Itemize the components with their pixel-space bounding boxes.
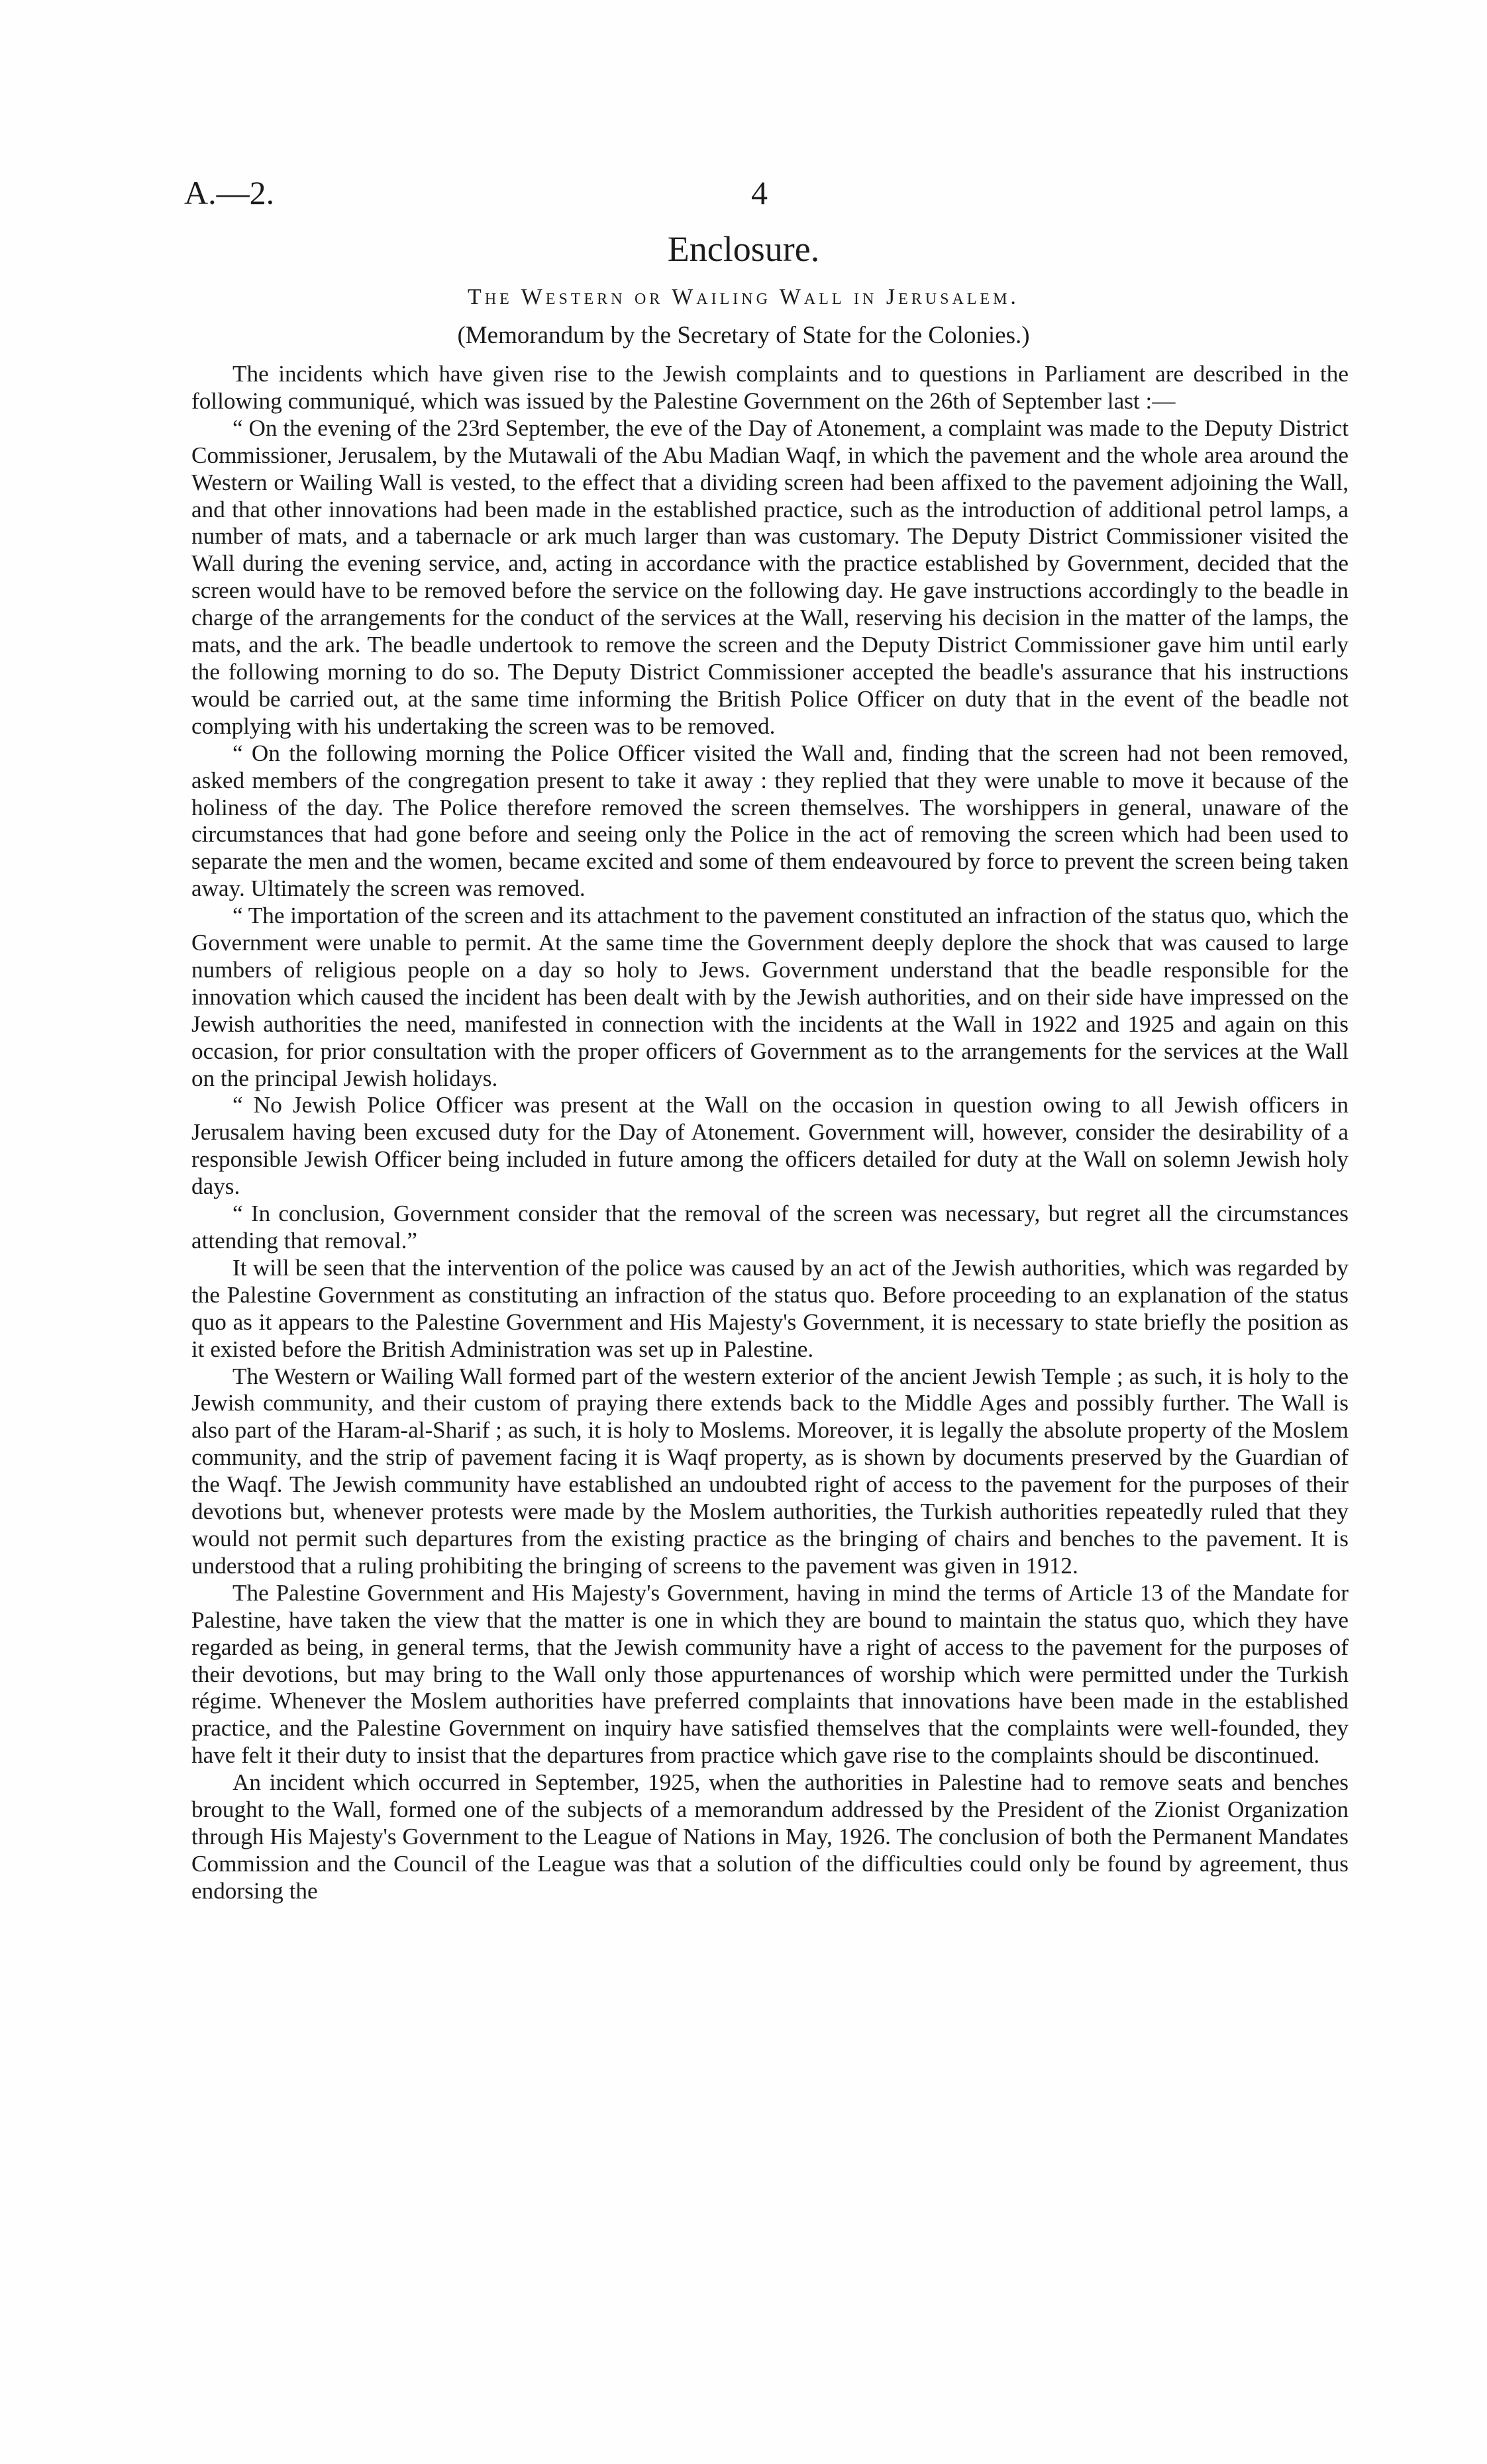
- document-body: [191, 361, 1349, 1905]
- paragraph: The Palestine Government and His Majesty's Government, having in mind the terms of Article 13 of the Mandate for Palestine, have taken the view that the matter is one in which they are bound to maintain the status quo, which they have regarded as being, in general terms, that the Jewish community have a right of access to the pavement for the purposes of their devotions, but may bring to the Wall only those appurtenances of worship which were permitted under the Turkish régime. Whenever the Moslem authorities have preferred complaints that innovations have been made in the established practice, and the Palestine Government on inquiry have satisfied themselves that the complaints were well-founded, they have felt it their duty to insist that the departures from practice which gave rise to the complaints should be discontinued.: [191, 1579, 1349, 1769]
- document-subtitle: The Western or Wailing Wall in Jerusalem.: [468, 285, 1019, 309]
- paragraph: “ On the evening of the 23rd September, the eve of the Day of Atonement, a complaint was made to the Deputy District Commissioner, Jerusalem, by the Mutawali of the Abu Madian Waqf, in which the pavement and the whole area around the Western or Wailing Wall is vested, to the effect that a dividing screen had been affixed to the pavement adjoining the Wall, and that other innovations had been made in the established practice, such as the introduction of additional petrol lamps, a number of mats, and a tabernacle or ark much larger than was customary. The Deputy District Commissioner visited the Wall during the evening service, and, acting in accordance with the practice established by Government, decided that the screen would have to be removed before the service on the following day. He gave instructions accordingly to the beadle in charge of the arrangements for the conduct of the services at the Wall, reserving his decision in the matter of the lamps, the mats, and the ark. The beadle undertook to remove the screen and the Deputy District Commissioner gave him until early the following morning to do so. The Deputy District Commissioner accepted the beadle's assurance that his instructions would be carried out, at the same time informing the British Police Officer on duty that in the event of the beadle not complying with his undertaking the screen was to be removed.: [191, 415, 1349, 739]
- paragraph: The incidents which have given rise to the Jewish complaints and to questions in Parliament are described in the following communiqué, which was issued by the Palestine Government on the 26th of September last :—: [191, 361, 1349, 414]
- paragraph: “ On the following morning the Police Officer visited the Wall and, finding that the screen had not been removed, asked members of the congregation present to take it away : they replied that they were unable to move it because of the holiness of the day. The Police therefore removed the screen themselves. The worshippers in general, unaware of the circumstances that had gone before and seeing only the Police in the act of removing the screen which had been used to separate the men and the women, became excited and some of them endeavoured by force to prevent the screen being taken away. Ultimately the screen was removed.: [191, 740, 1349, 902]
- paragraph: An incident which occurred in September, 1925, when the authorities in Palestine had to remove seats and benches brought to the Wall, formed one of the subjects of a memorandum addressed by the President of the Zionist Organization through His Majesty's Government to the League of Nations in May, 1926. The conclusion of both the Permanent Mandates Commission and the Council of the League was that a solution of the difficulties could only be found by agreement, thus endorsing the: [191, 1769, 1349, 1904]
- enclosure-title: Enclosure.: [667, 229, 820, 269]
- paragraph: “ In conclusion, Government consider that the removal of the screen was necessary, but regret all the circumstances attending that removal.”: [191, 1201, 1349, 1254]
- page-number: 4: [751, 174, 768, 211]
- memorandum-line: (Memorandum by the Secretary of State for the Colonies.): [457, 322, 1030, 349]
- paragraph: “ The importation of the screen and its attachment to the pavement constituted an infraction of the status quo, which the Government were unable to permit. At the same time the Government deeply deplore the shock that was caused to large numbers of religious people on a day so holy to Jews. Government understand that the beadle responsible for the innovation which caused the incident has been dealt with by the Jewish authorities, and on their side have impressed on the Jewish authorities the need, manifested in connection with the incidents at the Wall in 1922 and 1925 and again on this occasion, for prior consultation with the proper officers of Government as to the arrangements for the services at the Wall on the principal Jewish holidays.: [191, 903, 1349, 1091]
- document-reference: A.—2.: [184, 174, 275, 211]
- paragraph: It will be seen that the intervention of the police was caused by an act of the Jewish authorities, which was regarded by the Palestine Government as constituting an infraction of the status quo. Before proceeding to an explanation of the status quo as it appears to the Palestine Government and His Majesty's Government, it is necessary to state briefly the position as it existed before the British Administration was set up in Palestine.: [191, 1254, 1349, 1362]
- paragraph: The Western or Wailing Wall formed part of the western exterior of the ancient Jewish Temple ; as such, it is holy to the Jewish community, and their custom of praying there extends back to the Middle Ages and possibly further. The Wall is also part of the Haram-al-Sharif ; as such, it is holy to Moslems. Moreover, it is legally the absolute property of the Moslem community, and the strip of pavement facing it is Waqf property, as is shown by documents preserved by the Guardian of the Waqf. The Jewish community have established an undoubted right of access to the pavement for the purposes of their devotions but, whenever protests were made by the Moslem authorities, the Turkish authorities repeatedly ruled that they would not permit such departures from the existing practice as the bringing of chairs and benches to the pavement. It is understood that a ruling prohibiting the bringing of screens to the pavement was given in 1912.: [191, 1363, 1349, 1579]
- paragraph: “ No Jewish Police Officer was present at the Wall on the occasion in question owing to all Jewish officers in Jerusalem having been excused duty for the Day of Atonement. Government will, however, consider the desirability of a responsible Jewish Officer being included in future among the officers detailed for duty at the Wall on solemn Jewish holy days.: [191, 1092, 1349, 1200]
